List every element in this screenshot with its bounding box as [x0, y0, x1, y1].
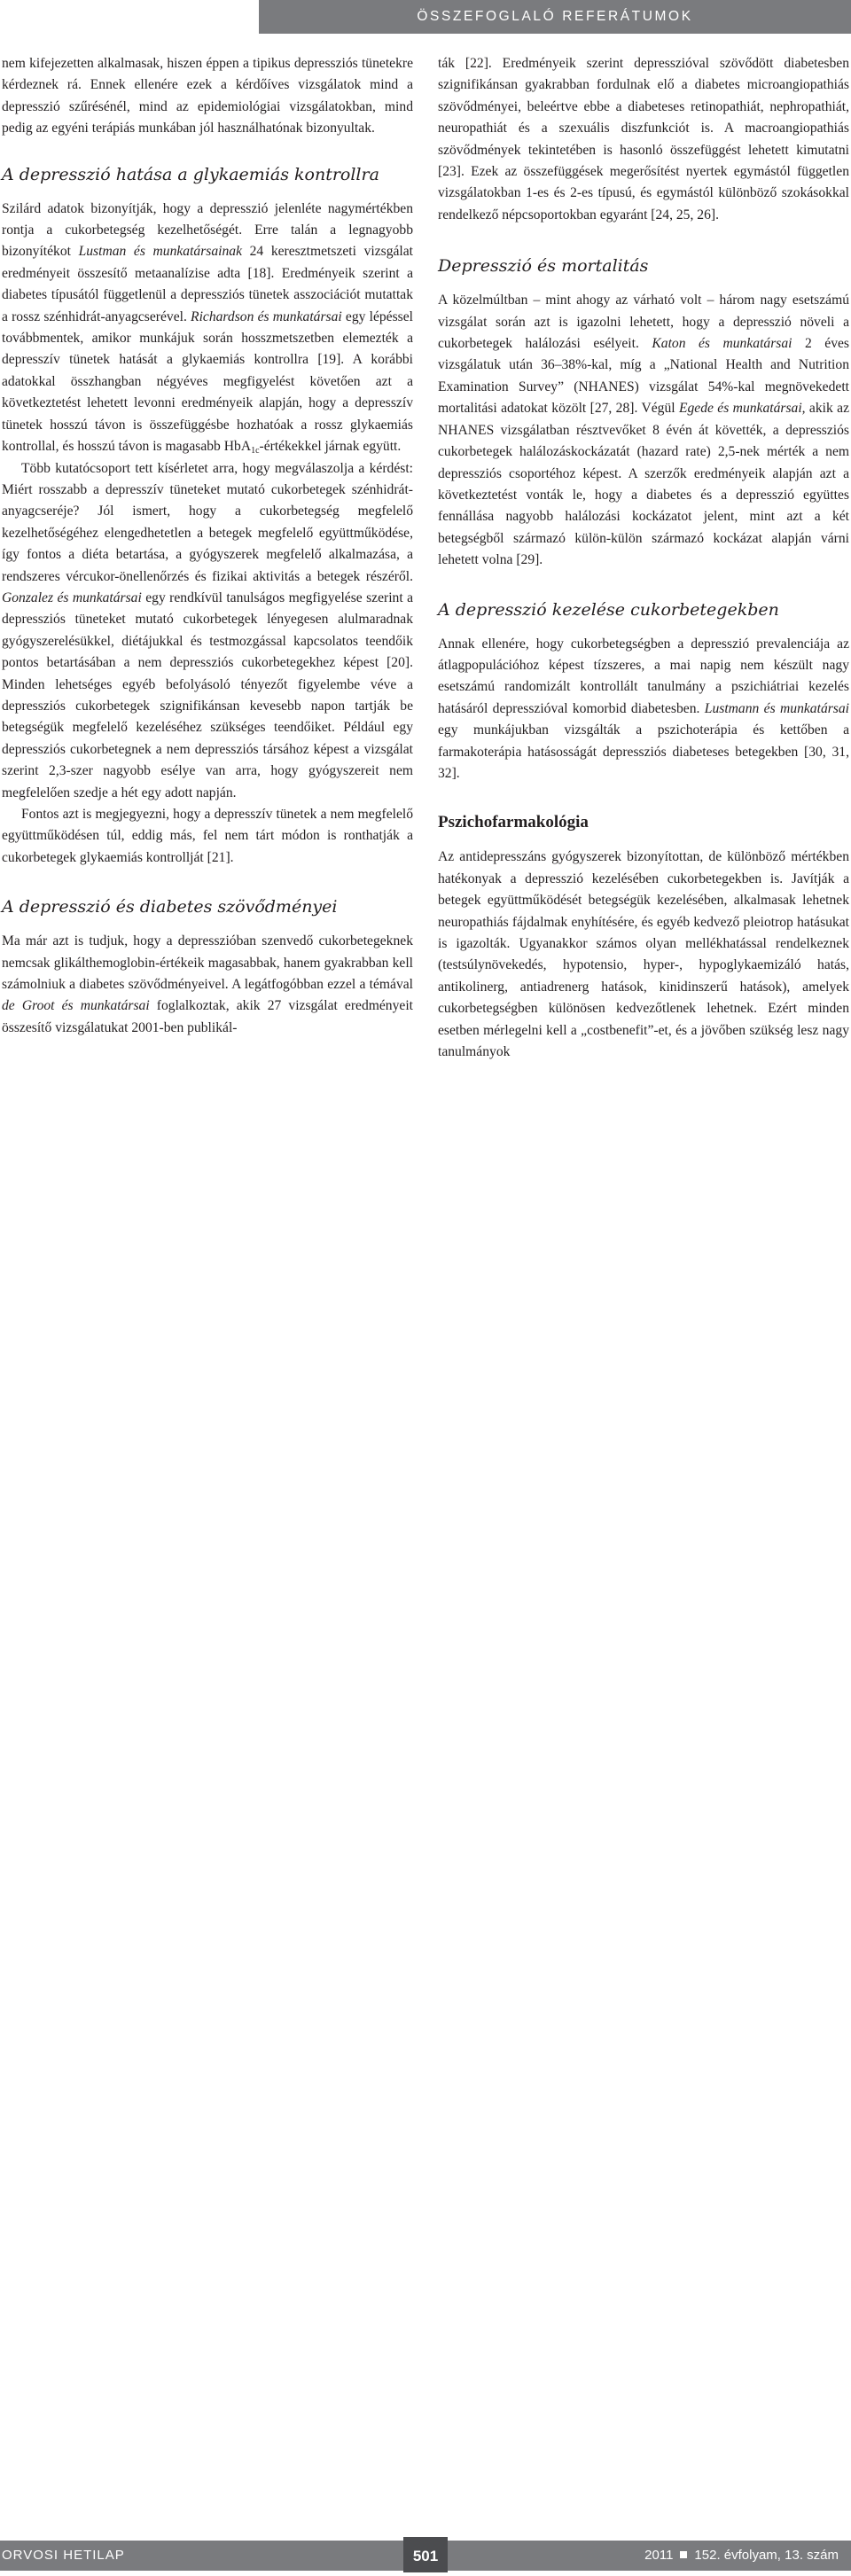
paragraph: Több kutatócsoport tett kísérletet arra, hogy megválaszolja a kérdést: Miért rosszabb a depresszív tüneteket mutató cukorbetegek szénhidrát-anyagcseréje? Jól ismert, hogy a cukorbetegség megfelelő kezelhetőségéhez elengedhetetlen a betegek megfelelő együttműködése, így fontos a diéta betartása, a gyógyszerek megfelelő alkalmazása, a rendszeres vércukor-önellenőrzés és fizikai aktivitás a betegek részéről. Gonzalez és munkatársai egy rendkívül tanulságos megfigyelése szerint a depressziós tüneteket mutató cukorbetegek lényegesen alulmaradnak gyógyszerelésükkel, diétájukkal és testmozgással kapcsolatos teendőik pontos betartásában a nem depressziós cukorbetegekhez képest [20]. Minden lehetséges egyéb befolyásoló tényezőt figyelembe véve a depressziós cukorbetegek szignifikánsan kevesebb napon tartják be betegségük megfelelő kezeléséhez szükséges teendőiket. Például egy depressziós cukorbetegnek a nem depressziós társához képest a vizsgálat szerint 2,3-szer nagyobb esélye van arra, hogy gyógyszereit nem megfelelően szedje a hét egy adott napján. — [2, 460, 413, 800]
section-heading: Pszichofarmakológia — [438, 813, 589, 832]
author-ref: Richardson és munkatársai — [191, 308, 342, 324]
paragraph: Szilárd adatok bizonyítják, hogy a depresszió jelenléte nagymértékben rontja a cukorbetegség kezelhetőségét. Erre talán a legnagyobb bizonyítékot Lustman és munkatársainak 24 keresztmetszeti vizsgálat eredményeit összesítő metaanalízise adta [18]. Eredményeik szerint a diabetes típusától függetlenül a depressziós tünetek asszociációt mutattak a rossz szénhidrát-anyagcserével. Richardson és munkatársai egy lépéssel továbbmentek, amikor munkájuk során hosszmetszetben elemezték a depresszív tünetek hatását a glykaemiás kontrollra [19]. A korábbi adatokkal összhangban négyéves megfigyelést követően azt a következtetést lehetett levonni eredményeik alapján, hogy a depresszív tünetek hosszú távon is összefüggésbe hozhatóak a rossz glykaemiás kontrollal, és hosszú távon is magasabb HbA$_{1c}$-értékekkel járnak együtt. — [2, 200, 413, 457]
issue-info — [644, 2541, 839, 2571]
section-heading: A depresszió és diabetes szövődményei — [2, 897, 338, 917]
paragraph: nem kifejezetten alkalmasak, hiszen éppen a tipikus depressziós tünetekre kérdeznek rá. Ennek ellenére ezek a kérdőíves vizsgálatok mind a depresszió szűrésénél, mind az epidemiológiai vizsgálatokban, mind pedig az egyéni terápiás munkában jól használhatónak bizonyultak. — [2, 56, 413, 137]
section-title: ÖSSZEFOGLALÓ REFERÁTUMOK — [417, 9, 693, 24]
page-footer — [0, 1269, 851, 2564]
square-bullet-icon — [680, 2551, 687, 2558]
section-heading: A depresszió hatása a glykaemiás kontrollra — [2, 164, 379, 184]
paragraph: Ma már azt is tudjuk, hogy a depresszióban szenvedő cukorbetegeknek nemcsak glikálthemoglobin-értékeik magasabbak, hanem gyakrabban kell számolniuk a diabetes szövődményeivel. A legátfogóbban ezzel a témával de Groot és munkatársai foglalkoztak, akik 27 vizsgálat eredményeit összesítő vizsgálatukat 2001-ben publikál- — [2, 933, 413, 1035]
paragraph: Annak ellenére, hogy cukorbetegségben a depresszió prevalenciája az átlagpopulációhoz képest tízszeres, a mai napig nem készült nagy esetszámú randomizált kontrollált tanulmány a pszichiátriai kezelés hatásáról depresszióval komorbid diabetesben. Lustmann és munkatársai egy munkájukban vizsgálták a pszichoterápia és kettőben a farmakoterápia hatásosságát depressziós diabeteses betegekben [30, 31, 32]. — [438, 636, 850, 781]
author-ref: Lustman és munkatársainak — [78, 244, 243, 260]
paragraph: ták [22]. Eredményeik szerint depresszióval szövődött diabetesben szignifikánsan gyakrabban fordulnak elő a diabetes microangiopathiás szövődményei, beleértve ebbe a diabeteses retinopathiát, nephropathiát, neuropathiát és a szexuális diszfunkciót is. A macroangiopathiás szövődmények tekintetében is hasonló összefüggést lehetett kimutatni [23]. Ezek az összefüggések megerősítést nyertek egymástól független vizsgálatokban 1-es és 2-es típusú, és egymástól különböző szokásokkal rendelkező népcsoportokban egyaránt [24, 25, 26]. — [438, 56, 849, 222]
paragraph: Fontos azt is megjegyezni, hogy a depresszív tünetek a nem megfelelő együttműködésen túl, eddig más, fel nem tárt módon is ronthatják a cukorbetegek glykaemiás kontrollját [21]. — [2, 807, 413, 865]
section-heading: A depresszió kezelése cukorbetegekben — [438, 599, 779, 620]
journal-name: ORVOSI HETILAP — [2, 2548, 125, 2563]
author-ref: Egede és munkatársai, — [678, 401, 806, 417]
author-ref: de Groot és munkatársai — [2, 998, 150, 1014]
paragraph: Az antidepresszáns gyógyszerek bizonyítottan, de különböző mértékben hatékonyak a depresszió kezelésében cukorbetegekben is. Javítják a betegek együttműködését betegségük kezelésében, alkalmasak lehetnek neuropathiás fájdalmak enyhítésére, és egyéb kedvező pleiotrop hatásukat is igazolták. Ugyanakkor számos olyan mellékhatással rendelkeznek (testsúlynövekedés, hypotensio, hyper-, hypoglykaemizáló hatás, antikolinerg, antiadrenerg hatások, kinidinszerű hatások), amelyek cukorbetegségben különösen kedvezőtlenek lehetnek. Ezért minden esetben mérlegelni kell a „costbenefit”-et, és a jövőben szükség lesz nagy tanulmányok — [438, 849, 849, 1060]
page-number: 501 — [403, 2537, 448, 2572]
author-ref: Lustmann és munkatársai — [704, 700, 850, 716]
left-column — [2, 53, 413, 1039]
author-ref: Gonzalez és munkatársai — [2, 589, 142, 605]
issue-volume: 152. évfolyam, 13. szám — [694, 2548, 839, 2563]
section-heading: Depresszió és mortalitás — [438, 256, 649, 277]
paragraph: A közelmúltban – mint ahogy az várható volt – három nagy esetszámú vizsgálat során azt is igazolni lehetett, hogy a depresszió növeli a cukorbetegek halálozási esélyeit. Katon és munkatársai 2 éves vizsgálatuk után 36–38%-kal, míg a „National Health and Nutrition Examination Survey” (NHANES) vizsgálat 54%-kal megnövekedett mortalitási adatokat közölt [27, 28]. Végül Egede és munkatársai, akik az NHANES vizsgálatban résztvevőket 8 évén át követték, a depressziós cukorbetegek halálozáskockázatát (hazard rate) 2,5-nek mérték a nem depressziós csoportéhoz képest. A szerzők eredményeik alapján azt a következtetést vonták le, hogy a diabetes és a depresszió együttes fennállása nagyobb halálozási kockázatot jelent, mint azt a két betegségből származó külön-külön származó kockázat alapján várni lehetett volna [29]. — [438, 293, 849, 568]
page-header — [0, 0, 851, 34]
author-ref: Katon és munkatársai — [652, 336, 792, 352]
issue-year: 2011 — [644, 2548, 674, 2563]
right-column — [438, 53, 849, 1063]
